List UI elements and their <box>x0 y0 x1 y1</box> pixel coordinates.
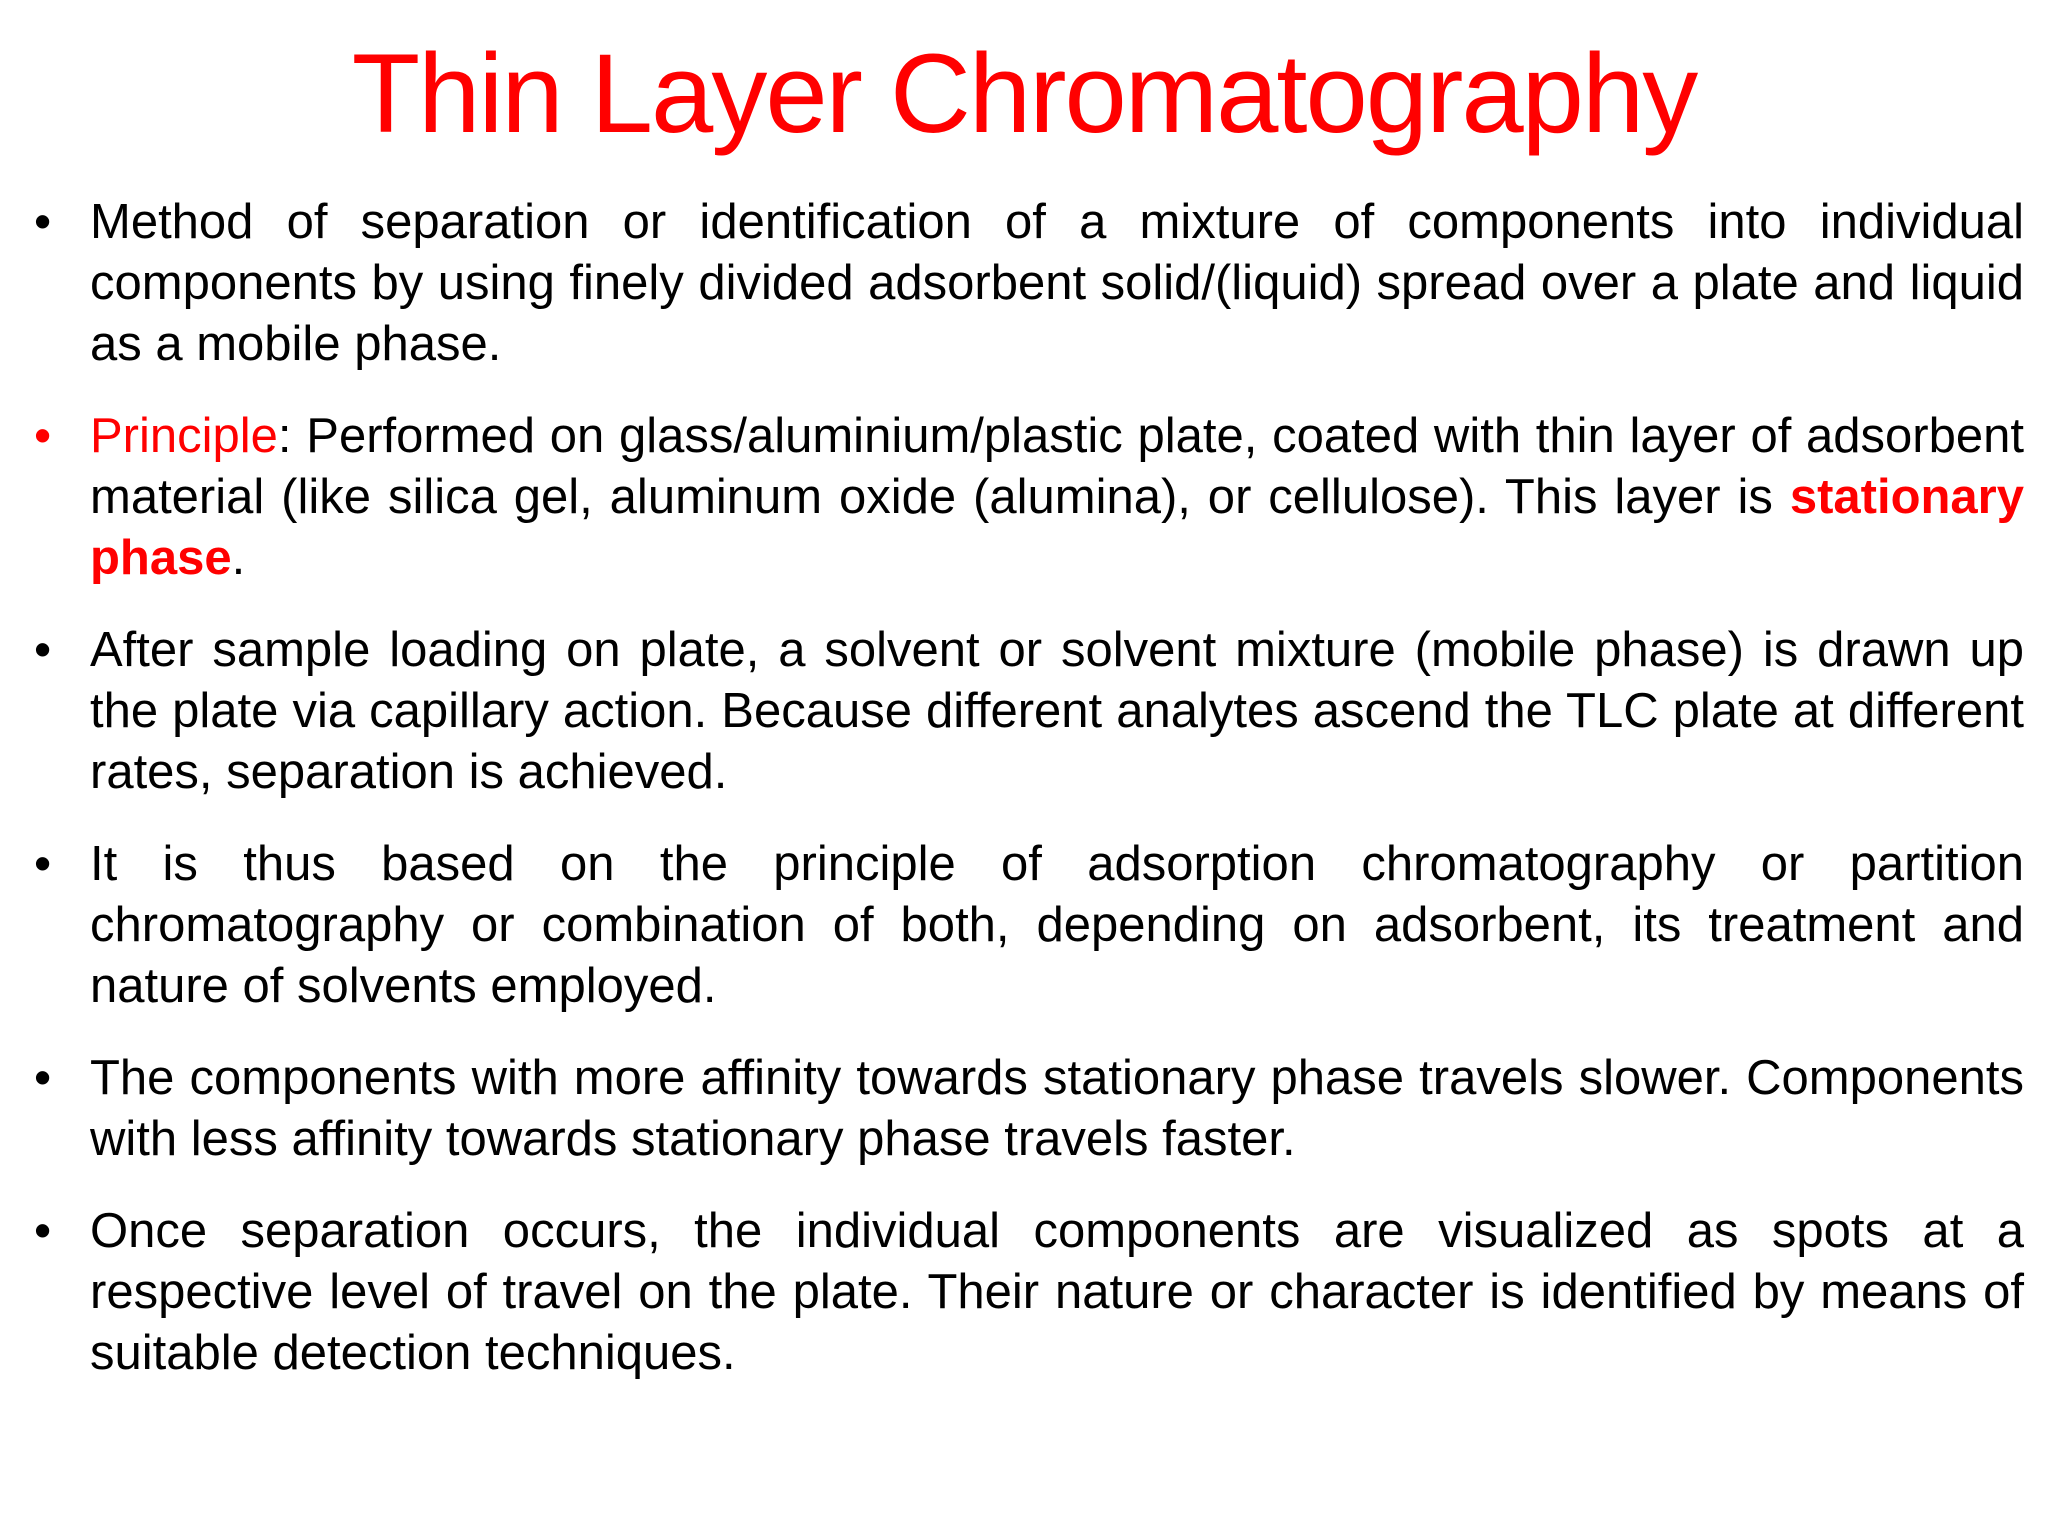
bullet-text: : Performed on glass/aluminium/plastic plate, coated with thin layer of adsorbent material (like silica gel, aluminum oxide (alumina), or cellulose). This layer is <box>90 409 2024 524</box>
bullet-text: Once separation occurs, the individual components are visualized as spots at a respective level of travel on the plate. Their nature or character is identified by means of suitable detection techniques. <box>90 1204 2024 1380</box>
bullet-dot-icon: • <box>34 623 52 677</box>
bullet-dot-icon: • <box>34 409 52 463</box>
bullet-text: Method of separation or identification of a mixture of components into individual components by using finely divided adsorbent solid/(liquid) spread over a plate and liquid as a mobile phase. <box>90 195 2024 371</box>
bullet-item-sample-loading <box>34 620 2024 803</box>
bullet-text: After sample loading on plate, a solvent or solvent mixture (mobile phase) is drawn up the plate via capillary action. Because different analytes ascend the TLC plate at different rates, separation is achieved. <box>90 623 2024 799</box>
stationary-phase-emphasis: stationary phase <box>90 470 2024 585</box>
bullet-text-end: . <box>231 531 246 585</box>
bullet-text: The components with more affinity towards stationary phase travels slower. Components with less affinity towards stationary phase travels faster. <box>90 1051 2024 1166</box>
bullet-item-method <box>34 192 2024 375</box>
bullet-list <box>34 192 2024 1415</box>
principle-label: Principle <box>90 409 278 463</box>
bullet-dot-icon: • <box>34 837 52 891</box>
bullet-item-affinity <box>34 1048 2024 1170</box>
bullet-dot-icon: • <box>34 195 52 249</box>
bullet-item-visualization <box>34 1201 2024 1384</box>
bullet-text: It is thus based on the principle of adsorption chromatography or partition chromatography or combination of both, depending on adsorbent, its treatment and nature of solvents employed. <box>90 837 2024 1013</box>
bullet-item-basis <box>34 834 2024 1017</box>
bullet-item-principle <box>34 406 2024 589</box>
bullet-dot-icon: • <box>34 1051 52 1105</box>
slide-title: Thin Layer Chromatography <box>351 31 1697 156</box>
bullet-dot-icon: • <box>34 1204 52 1258</box>
